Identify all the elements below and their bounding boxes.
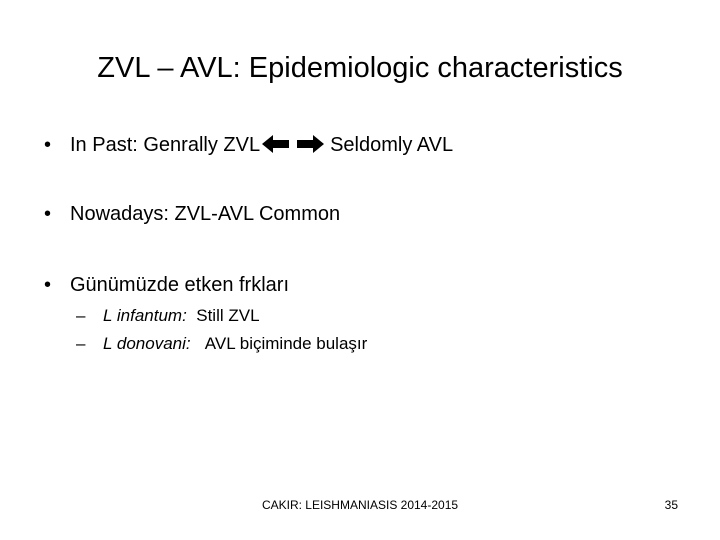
slide-footer: CAKIR: LEISHMANIASIS 2014-2015 — [261, 498, 459, 512]
page-number: 35 — [664, 498, 678, 512]
bullet-marker: • — [44, 274, 52, 296]
bullet-past — [44, 132, 453, 161]
bullet-text: Günümüzde etken frkları — [70, 274, 289, 296]
subbullet-marker: – — [76, 306, 86, 325]
bullet-marker: • — [44, 203, 52, 225]
subbullet-l-donovani — [76, 333, 367, 355]
subbullet-text: Still ZVL — [196, 306, 260, 325]
bullet-gunumuzde — [44, 272, 289, 298]
species-name: L donovani: — [103, 334, 191, 353]
subbullet-text: AVL biçiminde bulaşır — [204, 334, 368, 353]
bullet-text: Nowadays: ZVL-AVL Common — [70, 203, 341, 225]
subbullet-l-infantum — [76, 305, 260, 327]
bullet-nowadays — [44, 201, 340, 227]
slide-title: ZVL – AVL: Epidemiologic characteristics — [97, 52, 623, 84]
bullet-text-after: Seldomly AVL — [330, 134, 454, 156]
bullet-text-before: In Past: Genrally ZVL — [70, 134, 261, 156]
bullet-marker: • — [44, 134, 52, 156]
species-name: L infantum: — [103, 306, 187, 325]
subbullet-marker: – — [76, 334, 86, 353]
left-right-double-arrow-icon — [261, 134, 325, 161]
